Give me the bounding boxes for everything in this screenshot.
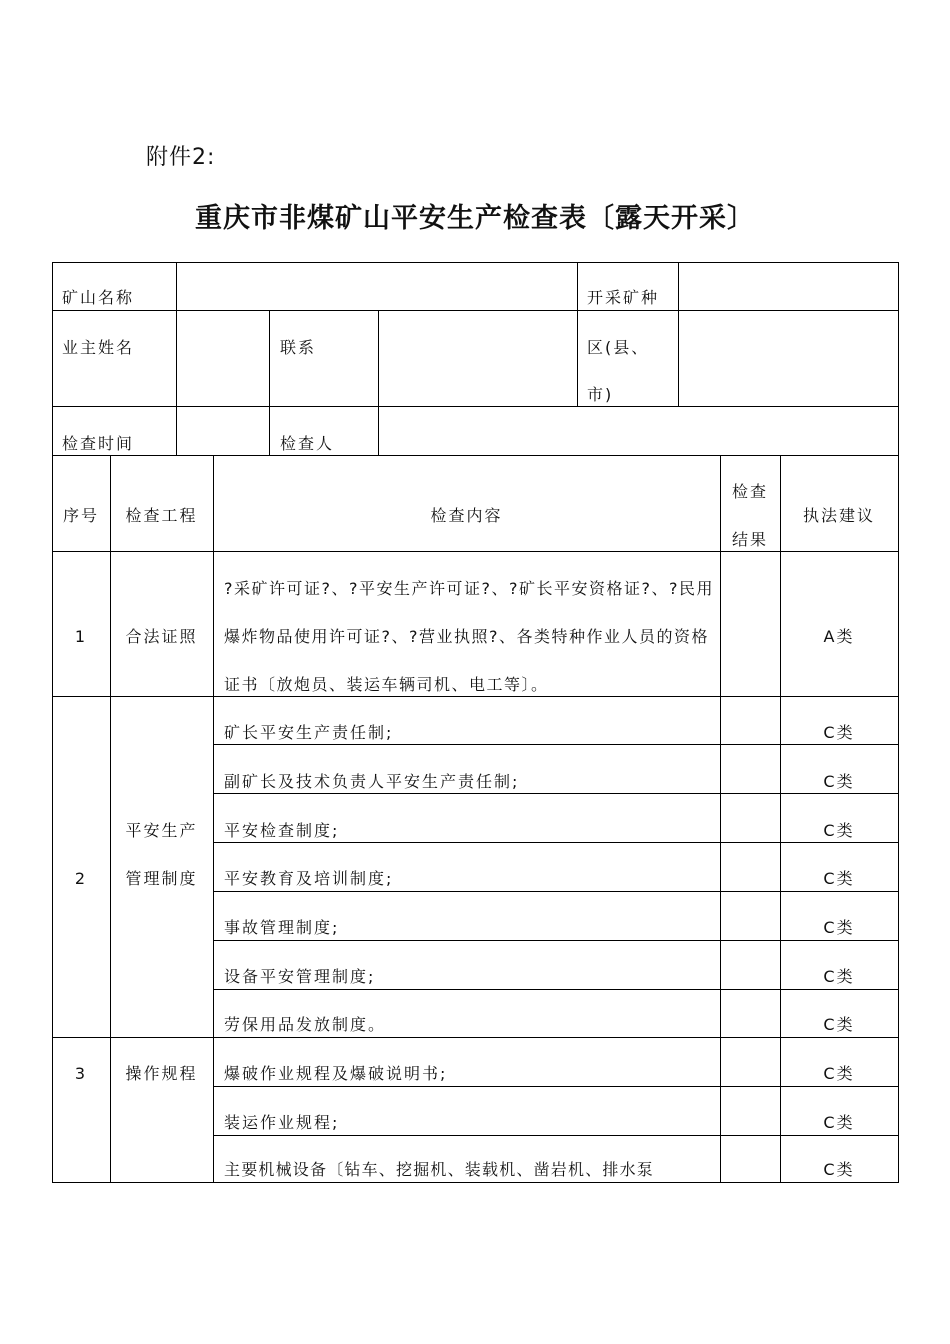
- row2-sub3-content: 平安检查制度;: [224, 821, 340, 840]
- row2-sub6-content: 设备平安管理制度;: [224, 967, 376, 986]
- row3-no: 3: [74, 1064, 88, 1083]
- row2-sub5-advice: C类: [823, 918, 855, 937]
- row2-sub3-advice: C类: [823, 821, 855, 840]
- inspector-label: 检查人: [280, 434, 335, 453]
- row2-sub4-content: 平安教育及培训制度;: [224, 869, 394, 888]
- row2-sub7-advice: C类: [823, 1015, 855, 1034]
- page-title: 重庆市非煤矿山平安生产检查表〔露天开采〕: [195, 203, 755, 234]
- row3-sub3-advice: C类: [823, 1160, 855, 1179]
- row2-item-line1: 平安生产: [125, 821, 198, 840]
- mine-type-label: 开采矿种: [587, 288, 660, 307]
- attachment-label: 附件2:: [146, 145, 216, 170]
- row2-sub1-content: 矿长平安生产责任制;: [224, 723, 394, 742]
- row3-sub1-content: 爆破作业规程及爆破说明书;: [224, 1064, 448, 1083]
- mine-name-label: 矿山名称: [62, 288, 135, 307]
- row2-sub6-advice: C类: [823, 967, 855, 986]
- row2-no: 2: [74, 869, 88, 888]
- row2-sub2-advice: C类: [823, 772, 855, 791]
- row2-item-line2: 管理制度: [125, 869, 198, 888]
- row3-sub2-advice: C类: [823, 1113, 855, 1132]
- row2-sub5-content: 事故管理制度;: [224, 918, 340, 937]
- row2-sub4-advice: C类: [823, 869, 855, 888]
- row3-item: 操作规程: [125, 1064, 198, 1083]
- contact-label: 联系: [280, 338, 317, 357]
- header-item: 检查工程: [125, 506, 198, 525]
- header-advice: 执法建议: [802, 506, 875, 525]
- row1-content: ?采矿许可证?、?平安生产许可证?、?矿长平安资格证?、?民用爆炸物品使用许可证?、?营业执照?、各类特种作业人员的资格证书〔放炮员、装运车辆司机、电工等〕。: [224, 579, 714, 694]
- header-no: 序号: [62, 506, 99, 525]
- district-label-line1: 区(县、: [587, 338, 650, 357]
- owner-name-label: 业主姓名: [62, 338, 135, 357]
- row3-sub2-content: 装运作业规程;: [224, 1113, 340, 1132]
- row3-sub1-advice: C类: [823, 1064, 855, 1083]
- row2-sub7-content: 劳保用品发放制度。: [224, 1015, 387, 1034]
- header-result-line1: 检查: [731, 482, 768, 501]
- row1-item: 合法证照: [125, 627, 198, 646]
- district-label-line2: 市): [587, 385, 614, 404]
- row3-sub3-content: 主要机械设备〔钻车、挖掘机、装载机、凿岩机、排水泵: [224, 1160, 655, 1179]
- row2-sub1-advice: C类: [823, 723, 855, 742]
- row1-advice: A类: [823, 627, 855, 646]
- header-content: 检查内容: [430, 506, 503, 525]
- row1-no: 1: [74, 627, 88, 646]
- row2-sub2-content: 副矿长及技术负责人平安生产责任制;: [224, 772, 520, 791]
- header-result-line2: 结果: [731, 530, 768, 549]
- inspection-date-label: 检查时间: [62, 434, 135, 453]
